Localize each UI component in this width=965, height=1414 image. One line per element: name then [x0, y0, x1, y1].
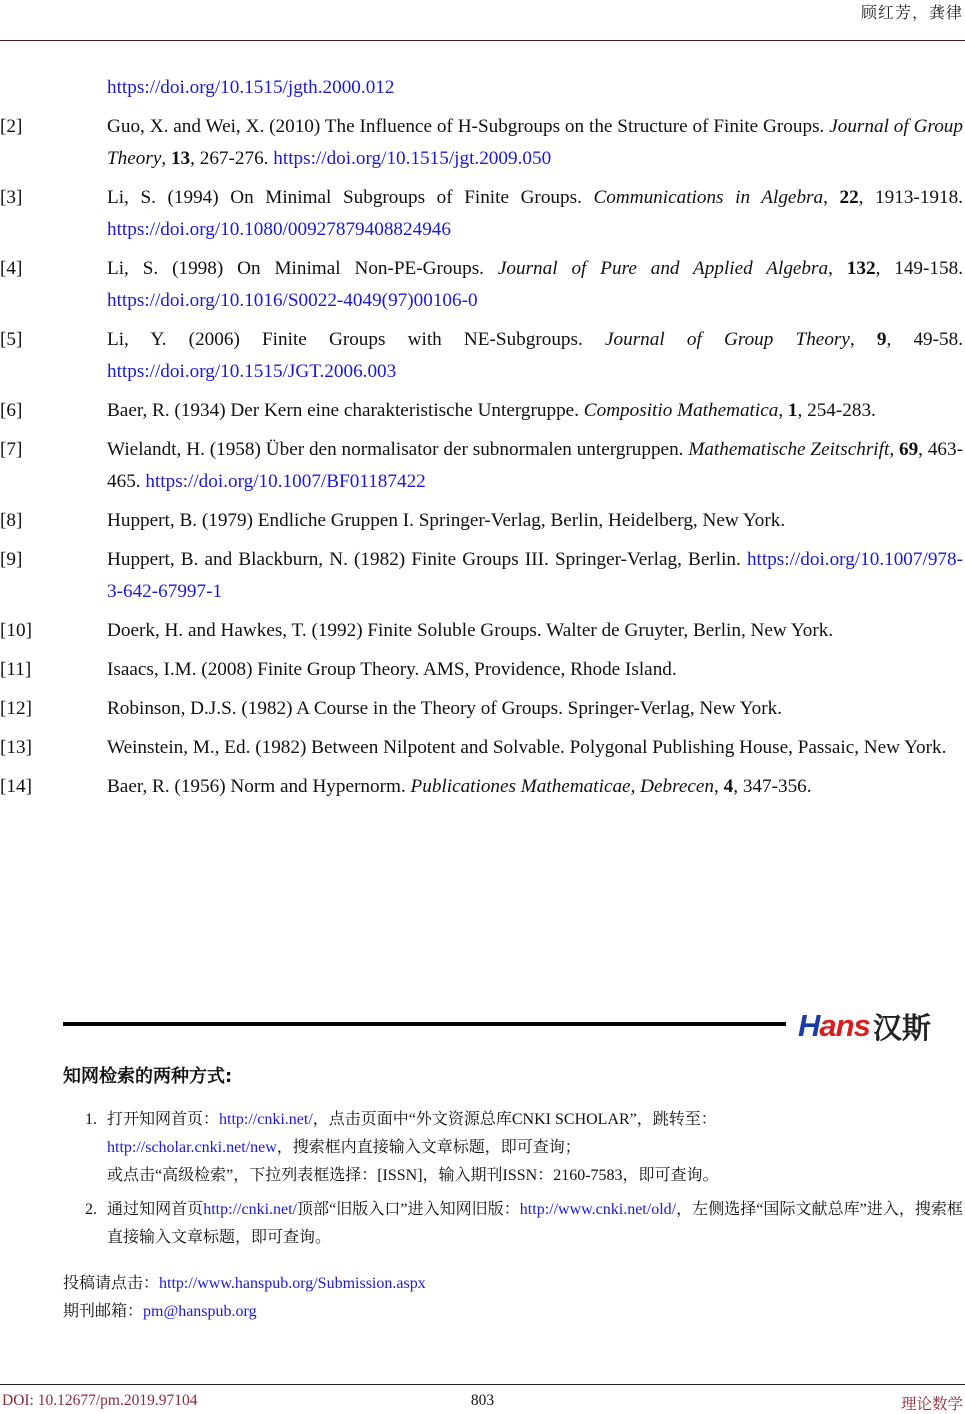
instruction-number: 1.: [85, 1111, 97, 1128]
reference-text: ,: [849, 329, 877, 350]
submission-line: [63, 1270, 426, 1298]
page-number: 803: [470, 1392, 495, 1409]
reference-item: [0, 654, 965, 686]
reference-text: Guo, X. and Wei, X. (2010) The Influence of H-Subgroups on the Structure of Finite Groups.: [107, 116, 830, 137]
reference-text: , 49-58.: [886, 329, 964, 350]
reference-item: [0, 505, 965, 537]
reference-text: , 254-283.: [797, 400, 876, 421]
cnki-section-title: 知网检索的两种方式:: [63, 1066, 233, 1087]
doi-link[interactable]: https://doi.org/10.1515/jgt.2009.050: [273, 148, 552, 169]
reference-number: [3]: [0, 187, 23, 208]
instruction-text: ，点击页面中“外文资源总库CNKI SCHOLAR”，跳转至：: [312, 1111, 717, 1128]
doi-link[interactable]: https://doi.org/10.1007/BF01187422: [145, 471, 426, 492]
footer-doi: DOI: 10.12677/pm.2019.97104: [2, 1392, 198, 1409]
reference-item: [0, 434, 965, 498]
doi-link[interactable]: https://doi.org/10.1016/S0022-4049(97)00106-0: [107, 290, 478, 311]
reference-text: Huppert, B. and Blackburn, N. (1982) Finite Groups III. Springer-Verlag, Berlin.: [107, 549, 747, 570]
reference-item: [0, 544, 965, 608]
reference-text: Li, S. (1994) On Minimal Subgroups of Finite Groups.: [107, 187, 594, 208]
instruction-text: 打开知网首页：: [107, 1111, 220, 1128]
cnki-instruction-item: [0, 1196, 965, 1252]
reference-number: [5]: [0, 329, 23, 350]
email-line: [63, 1298, 257, 1326]
reference-number: [11]: [0, 659, 32, 680]
instruction-text: 通过知网首页: [107, 1201, 204, 1218]
submission-link[interactable]: http://www.hanspub.org/Submission.aspx: [159, 1275, 426, 1292]
reference-text: , 1913-1918.: [858, 187, 963, 208]
reference-text: ,: [714, 776, 724, 797]
reference-item: [0, 693, 965, 725]
reference-text: Wielandt, H. (1958) Über den normalisator der subnormalen untergruppen.: [107, 439, 689, 460]
volume-number: 22: [839, 187, 859, 208]
footer-divider: [0, 1384, 965, 1385]
reference-text: ,: [828, 258, 847, 279]
reference-number: [9]: [0, 549, 23, 570]
reference-text: Robinson, D.J.S. (1982) A Course in the Theory of Groups. Springer-Verlag, New York.: [107, 698, 783, 719]
reference-text: , 149-158.: [875, 258, 963, 279]
footer-journal-name: 理论数学: [900, 1396, 963, 1413]
reference-number: [8]: [0, 510, 23, 531]
reference-text: Doerk, H. and Hawkes, T. (1992) Finite Soluble Groups. Walter de Gruyter, Berlin, New York.: [107, 620, 834, 641]
reference-text: , 347-356.: [733, 776, 812, 797]
email-label: 期刊邮箱：: [63, 1303, 144, 1320]
hans-logo-chinese: 汉斯: [872, 1010, 931, 1045]
reference-item: [0, 732, 965, 764]
instruction-text: ，左侧选择“国际文献总库”进入，搜索框直接输入文章标题，即可查询。: [107, 1201, 963, 1246]
reference-item: [0, 615, 965, 647]
reference-text: Baer, R. (1956) Norm and Hypernorm.: [107, 776, 411, 797]
reference-number: [7]: [0, 439, 23, 460]
instruction-text: 或点击“高级检索”，下拉列表框选择：[ISSN]，输入期刊ISSN：2160-7583，即可查询。: [107, 1167, 719, 1184]
cnki-instructions-list: [0, 1106, 965, 1258]
reference-number: [10]: [0, 620, 32, 641]
instruction-line: [107, 1162, 963, 1190]
doi-link[interactable]: https://doi.org/10.1515/JGT.2006.003: [107, 361, 397, 382]
cnki-link[interactable]: http://www.cnki.net/old/: [519, 1201, 677, 1218]
volume-number: 9: [876, 329, 887, 350]
cnki-link[interactable]: http://scholar.cnki.net/new: [107, 1139, 277, 1156]
instruction-line: [107, 1196, 963, 1252]
journal-title: Mathematische Zeitschrift: [688, 439, 890, 460]
volume-number: 1: [787, 400, 798, 421]
instruction-line: [107, 1134, 963, 1162]
journal-title: Communications in Algebra: [593, 187, 824, 208]
reference-number: [12]: [0, 698, 32, 719]
reference-item: [0, 771, 965, 803]
reference-text: ,: [161, 148, 171, 169]
reference-text: Li, Y. (2006) Finite Groups with NE-Subgroups.: [107, 329, 605, 350]
volume-number: 13: [170, 148, 191, 169]
journal-title: Journal of Group Theory: [107, 116, 963, 169]
doi-link[interactable]: https://doi.org/10.1007/978-3-642-67997-1: [107, 549, 963, 602]
cnki-link[interactable]: http://cnki.net/: [203, 1201, 297, 1218]
reference-item: [0, 182, 965, 246]
cnki-link[interactable]: http://cnki.net/: [219, 1111, 313, 1128]
logo-divider: [63, 1022, 786, 1026]
reference-number: [6]: [0, 400, 23, 421]
instruction-text: ，搜索框内直接输入文章标题，即可查询；: [276, 1139, 581, 1156]
reference-text: Baer, R. (1934) Der Kern eine charakteristische Untergruppe.: [107, 400, 584, 421]
hans-logo: [798, 1006, 931, 1046]
instruction-line: [107, 1106, 963, 1134]
reference-text: Isaacs, I.M. (2008) Finite Group Theory. AMS, Providence, Rhode Island.: [107, 659, 677, 680]
reference-number: [14]: [0, 776, 32, 797]
running-header-authors: 顾红芳，龚律: [860, 5, 963, 22]
reference-text: Weinstein, M., Ed. (1982) Between Nilpotent and Solvable. Polygonal Publishing House, Passaic, New York.: [107, 737, 947, 758]
journal-title: Compositio Mathematica: [583, 400, 779, 421]
reference-item: [0, 253, 965, 317]
reference-text: , 463-465.: [107, 439, 964, 492]
doi-link[interactable]: https://doi.org/10.1080/00927879408824946: [107, 219, 451, 240]
hans-logo-latin: Hans: [798, 1008, 870, 1043]
email-link[interactable]: pm@hanspub.org: [143, 1303, 257, 1320]
instruction-number: 2.: [85, 1201, 97, 1218]
volume-number: 69: [898, 439, 919, 460]
journal-title: Publicationes Mathematicae, Debrecen: [410, 776, 715, 797]
reference-text: Li, S. (1998) On Minimal Non-PE-Groups.: [107, 258, 498, 279]
cnki-instruction-item: [0, 1106, 965, 1190]
reference-list: [0, 72, 965, 810]
reference-item: [0, 324, 965, 388]
reference-text: ,: [823, 187, 840, 208]
submission-label: 投稿请点击：: [63, 1275, 160, 1292]
doi-link[interactable]: https://doi.org/10.1515/jgth.2000.012: [107, 77, 395, 98]
journal-title: Journal of Pure and Applied Algebra: [497, 258, 829, 279]
reference-number: [13]: [0, 737, 32, 758]
reference-text: , 267-276.: [190, 148, 274, 169]
volume-number: 132: [846, 258, 876, 279]
reference-number: [2]: [0, 116, 23, 137]
instruction-text: 顶部“旧版入口”进入知网旧版：: [297, 1201, 520, 1218]
reference-item: [0, 395, 965, 427]
header-divider: [0, 40, 965, 41]
reference-number: [4]: [0, 258, 23, 279]
reference-item: [0, 111, 965, 175]
journal-title: Journal of Group Theory: [604, 329, 850, 350]
reference-text: ,: [889, 439, 899, 460]
reference-continuation: [0, 72, 965, 104]
volume-number: 4: [723, 776, 734, 797]
reference-text: Huppert, B. (1979) Endliche Gruppen I. Springer-Verlag, Berlin, Heidelberg, New York.: [107, 510, 786, 531]
reference-text: ,: [778, 400, 788, 421]
